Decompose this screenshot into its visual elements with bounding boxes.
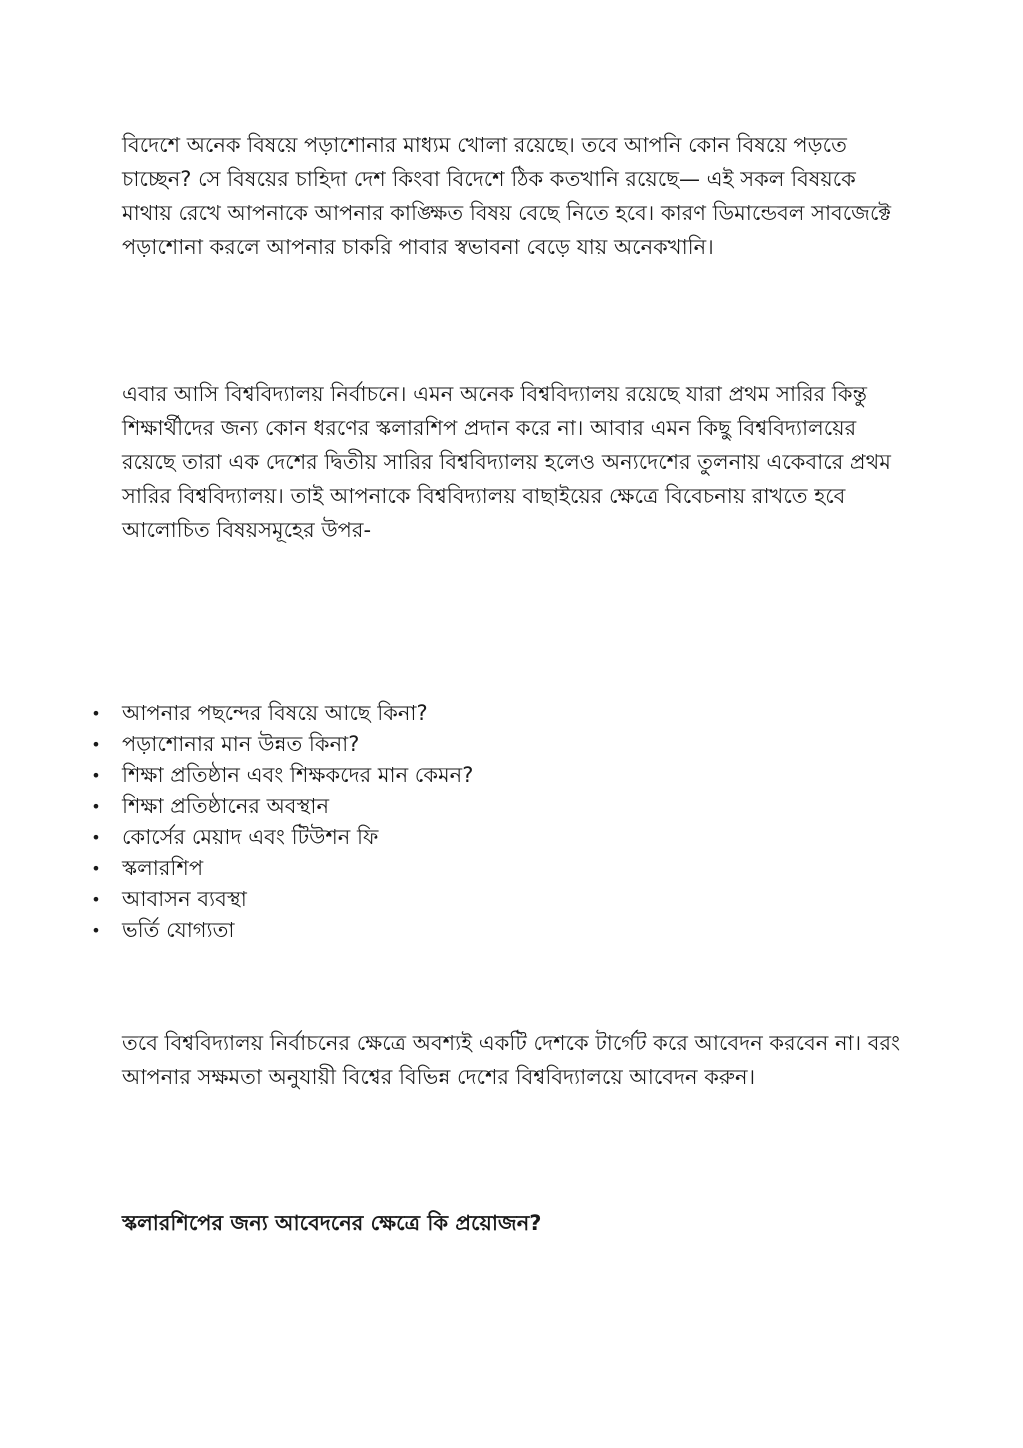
paragraph-university-selection: এবার আসি বিশ্ববিদ্যালয় নির্বাচনে। এমন অনেক বিশ্ববিদ্যালয় রয়েছে যারা প্রথম সারির কিন্তু শিক্ষার্থীদের জন্য কোন ধরণের স্কলারশিপ প্রদান করে না। আবার এমন কিছু বিশ্ববিদ্যালয়ের রয়েছে তারা এক দেশের দ্বিতীয় সারির বিশ্ববিদ্যালয় হলেও অন্যদেশের তুলনায় একেবারে প্রথম সারির বিশ্ববিদ্যালয়। তাই আপনাকে বিশ্ববিদ্যালয় বাছাইয়ের ক্ষেত্রে বিবেচনায় রাখতে হবে আলোচিত বিষয়সমূহের উপর-	[122, 382, 891, 542]
criteria-list	[90, 698, 870, 946]
paragraph-apply-advice: তবে বিশ্ববিদ্যালয় নির্বাচনের ক্ষেত্রে অবশ্যই একটি দেশকে টার্গেট করে আবেদন করবেন না। বরং আপনার সক্ষমতা অনুযায়ী বিশ্বের বিভিন্ন দেশের বিশ্ববিদ্যালয়ে আবেদন করুন।	[122, 1031, 901, 1089]
list-item-text: পড়াশোনার মান উন্নত কিনা?	[122, 732, 360, 756]
list-item	[90, 729, 870, 760]
bullet-icon: •	[91, 921, 101, 940]
section-heading: স্কলারশিপের জন্য আবেদনের ক্ষেত্রে কি প্রয়োজন?	[122, 1211, 542, 1235]
bullet-icon: •	[91, 704, 101, 723]
list-item-text: আবাসন ব্যবস্থা	[122, 887, 247, 911]
list-item	[90, 884, 870, 915]
list-item-text: শিক্ষা প্রতিষ্ঠান এবং শিক্ষকদের মান কেমন?	[122, 763, 474, 787]
list-item	[90, 698, 870, 729]
list-item-text: স্কলারশিপ	[122, 856, 204, 880]
list-item	[90, 822, 870, 853]
bullet-icon: •	[91, 766, 101, 785]
bullet-icon: •	[91, 797, 101, 816]
bullet-icon: •	[91, 735, 101, 754]
list-item-text: ভর্তি যোগ্যতা	[122, 918, 235, 942]
bullet-icon: •	[91, 890, 101, 909]
list-item-text: আপনার পছন্দের বিষয়ে আছে কিনা?	[122, 701, 428, 725]
list-item	[90, 853, 870, 884]
paragraph-subject-choice: বিদেশে অনেক বিষয়ে পড়াশোনার মাধ্যম খোলা রয়েছে। তবে আপনি কোন বিষয়ে পড়তে চাচ্ছেন? সে বিষয়ের চাহিদা দেশ কিংবা বিদেশে ঠিক কতখানি রয়েছে— এই সকল বিষয়কে মাথায় রেখে আপনাকে আপনার কাঙ্ক্ষিত বিষয় বেছে নিতে হবে। কারণ ডিমান্ডেবল সাবজেক্টে পড়াশোনা করলে আপনার চাকরি পাবার স্বভাবনা বেড়ে যায় অনেকখানি।	[122, 133, 892, 259]
list-item-text: শিক্ষা প্রতিষ্ঠানের অবস্থান	[122, 794, 330, 818]
list-item	[90, 791, 870, 822]
bullet-icon: •	[91, 828, 101, 847]
list-item-text: কোর্সের মেয়াদ এবং টিউশন ফি	[122, 825, 379, 849]
bullet-icon: •	[91, 859, 101, 878]
list-item	[90, 760, 870, 791]
list-item	[90, 915, 870, 946]
